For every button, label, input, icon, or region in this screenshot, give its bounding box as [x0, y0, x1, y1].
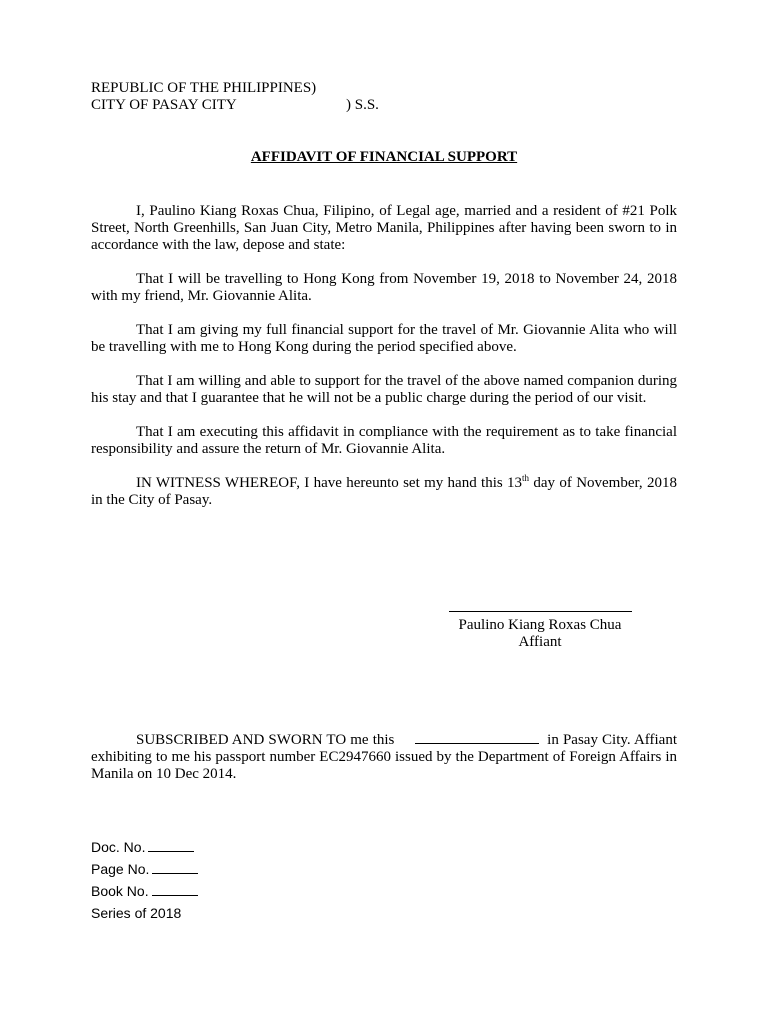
- witness-ordinal-suffix: th: [522, 473, 530, 483]
- jurat-text-after: in Pasay City. Affiant exhibiting to me his passport number EC2947660 issued by the Department of Foreign Affairs in Manila on 10 Dec 2014.: [91, 732, 678, 782]
- signature-block: [440, 611, 640, 651]
- notarial-registry: [91, 836, 198, 924]
- book-no-blank: [152, 884, 198, 896]
- paragraph-financial-support: That I am giving my full financial support for the travel of Mr. Giovannie Alita who will be travelling with me to Hong Kong during the period specified above.: [91, 322, 677, 355]
- page-no-blank: [152, 862, 198, 874]
- paragraph-compliance: That I am executing this affidavit in compliance with the requirement as to take financial responsibility and assure the return of Mr. Giovannie Alita.: [91, 424, 677, 457]
- registry-page-no: [91, 858, 198, 880]
- document-title: AFFIDAVIT OF FINANCIAL SUPPORT: [250, 149, 518, 165]
- signature-line: [449, 611, 632, 612]
- doc-no-blank: [148, 840, 194, 852]
- venue-block: [91, 80, 379, 114]
- venue-ss: ) S.S.: [346, 97, 379, 113]
- jurat-block: [91, 731, 677, 783]
- venue-line-city: [91, 97, 379, 114]
- affidavit-body: [91, 203, 677, 526]
- jurat-text-before: SUBSCRIBED AND SWORN TO me this: [136, 732, 395, 748]
- registry-doc-no: [91, 836, 198, 858]
- paragraph-witness: [91, 475, 677, 509]
- witness-text-before: IN WITNESS WHEREOF, I have hereunto set my hand this 13: [136, 475, 523, 491]
- registry-book-no: [91, 880, 198, 902]
- paragraph-guarantee: That I am willing and able to support for the travel of the above named companion during his stay and that I guarantee that he will not be a public charge during the period of our visit.: [91, 373, 677, 406]
- affiant-role: Affiant: [518, 634, 562, 650]
- jurat-text: [91, 731, 677, 783]
- paragraph-affiant-intro: I, Paulino Kiang Roxas Chua, Filipino, of Legal age, married and a resident of #21 Polk Street, North Greenhills, San Juan City, Metro Manila, Philippines after having been sworn to in accordance with the law, depose and state:: [91, 203, 677, 253]
- jurat-date-blank: [415, 731, 539, 744]
- affiant-name: Paulino Kiang Roxas Chua: [458, 617, 622, 633]
- book-no-label: Book No.: [91, 883, 149, 899]
- registry-series: Series of 2018: [91, 905, 182, 921]
- venue-city: CITY OF PASAY CITY: [91, 97, 237, 113]
- witness-text-after: day of November, 2018 in the City of Pasay.: [91, 475, 677, 508]
- paragraph-travel-dates: That I will be travelling to Hong Kong from November 19, 2018 to November 24, 2018 with my friend, Mr. Giovannie Alita.: [91, 271, 677, 304]
- doc-no-label: Doc. No.: [91, 839, 146, 855]
- page-no-label: Page No.: [91, 861, 150, 877]
- venue-line-republic: REPUBLIC OF THE PHILIPPINES): [91, 80, 317, 96]
